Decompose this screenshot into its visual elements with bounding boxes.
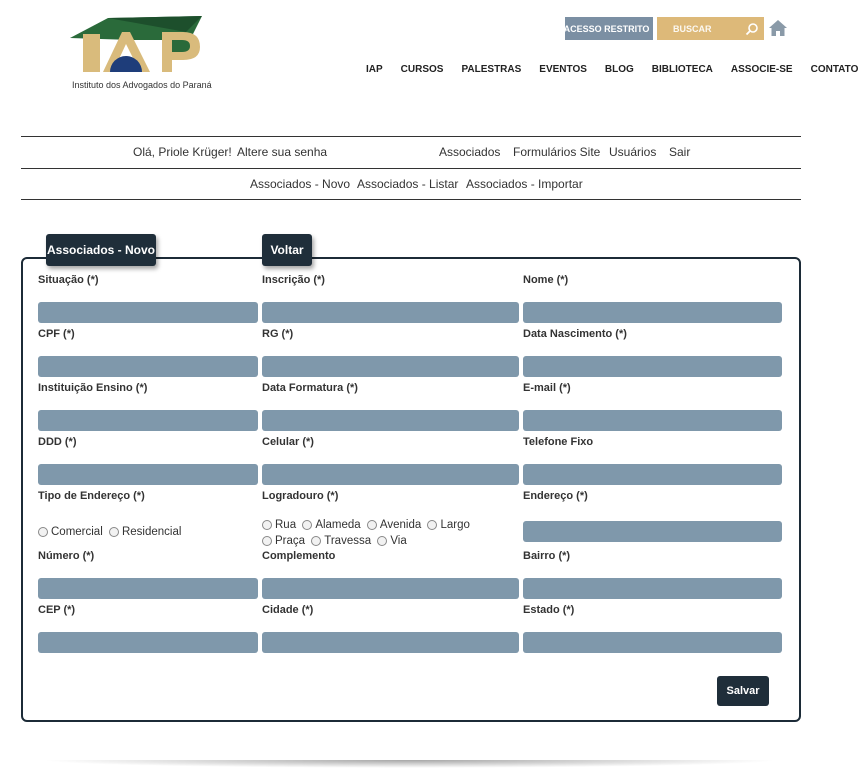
inscricao-input[interactable] <box>262 302 519 323</box>
divider <box>21 199 801 200</box>
radio-circle[interactable] <box>262 520 272 530</box>
cep-input[interactable] <box>38 632 258 653</box>
back-button[interactable]: Voltar <box>262 234 312 266</box>
data-nascimento-label: Data Nascimento (*) <box>523 328 627 340</box>
complemento-input[interactable] <box>262 578 519 599</box>
celular-input[interactable] <box>262 464 519 485</box>
radio-comercial-label: Comercial <box>51 526 103 538</box>
nav-palestras[interactable]: PALESTRAS <box>461 64 522 75</box>
bairro-input[interactable] <box>523 578 782 599</box>
nav-associe-se[interactable]: ASSOCIE-SE <box>730 64 793 75</box>
radio-travessa[interactable] <box>311 534 371 548</box>
radio-avenida[interactable] <box>367 518 421 532</box>
situacao-input[interactable] <box>38 302 258 323</box>
sub-nav <box>21 169 801 199</box>
save-button[interactable]: Salvar <box>717 676 769 706</box>
change-password-link[interactable]: Altere sua senha <box>237 145 328 159</box>
radio-alameda[interactable] <box>302 518 360 532</box>
restricted-access-button[interactable] <box>565 17 653 40</box>
user-bar <box>21 137 801 168</box>
nav-blog[interactable]: BLOG <box>604 64 634 75</box>
celular-label: Celular (*) <box>262 436 314 448</box>
endereco-input[interactable] <box>523 521 782 542</box>
tipo-endereco-radio-group <box>38 525 184 541</box>
radio-circle[interactable] <box>38 527 48 537</box>
radio-circle[interactable] <box>427 520 437 530</box>
data-nascimento-input[interactable] <box>523 356 782 377</box>
ddd-input[interactable] <box>38 464 258 485</box>
data-formatura-input[interactable] <box>262 410 519 431</box>
nav-biblioteca[interactable]: BIBLIOTECA <box>651 64 713 75</box>
radio-largo-label: Largo <box>440 519 470 531</box>
ddd-label: DDD (*) <box>38 436 77 448</box>
search-input[interactable] <box>671 23 745 35</box>
form-title-tab: Associados - Novo <box>46 234 156 266</box>
email-label: E-mail (*) <box>523 382 571 394</box>
formularios-site-link[interactable]: Formulários Site <box>513 145 601 159</box>
telefone-fixo-label: Telefone Fixo <box>523 436 594 448</box>
associados-importar-link[interactable]: Associados - Importar <box>466 177 583 191</box>
radio-travessa-label: Travessa <box>324 535 372 547</box>
radio-circle[interactable] <box>109 527 119 537</box>
radio-residencial-label: Residencial <box>121 526 182 538</box>
instituicao-ensino-input[interactable] <box>38 410 258 431</box>
nome-input[interactable] <box>523 302 782 323</box>
cidade-input[interactable] <box>262 632 519 653</box>
footer-shadow <box>40 760 780 768</box>
radio-circle[interactable] <box>367 520 377 530</box>
user-greeting: Olá, Priole Krüger! <box>133 145 232 159</box>
nav-eventos[interactable]: EVENTOS <box>539 64 587 75</box>
nome-label: Nome (*) <box>523 274 569 286</box>
logradouro-label: Logradouro (*) <box>262 490 339 502</box>
home-icon[interactable] <box>768 19 788 37</box>
nav-iap[interactable]: IAP <box>366 64 383 75</box>
radio-circle[interactable] <box>262 536 272 546</box>
nav-contato[interactable]: CONTATO <box>810 64 858 75</box>
radio-residencial[interactable] <box>109 525 181 539</box>
main-nav <box>366 64 858 75</box>
instituicao-ensino-label: Instituição Ensino (*) <box>38 382 148 394</box>
radio-largo[interactable] <box>427 518 469 532</box>
radio-via[interactable] <box>377 534 406 548</box>
estado-label: Estado (*) <box>523 604 575 616</box>
numero-input[interactable] <box>38 578 258 599</box>
radio-praca-label: Praça <box>275 535 306 547</box>
radio-alameda-label: Alameda <box>315 519 361 531</box>
nav-cursos[interactable]: CURSOS <box>400 64 444 75</box>
telefone-fixo-input[interactable] <box>523 464 782 485</box>
situacao-label: Situação (*) <box>38 274 99 286</box>
logo-caption: Instituto dos Advogados do Paraná <box>72 80 212 90</box>
associados-link[interactable]: Associados <box>439 145 501 159</box>
search-icon[interactable] <box>745 22 759 36</box>
tipo-endereco-label: Tipo de Endereço (*) <box>38 490 145 502</box>
endereco-label: Endereço (*) <box>523 490 588 502</box>
numero-label: Número (*) <box>38 550 95 562</box>
cpf-label: CPF (*) <box>38 328 75 340</box>
rg-input[interactable] <box>262 356 519 377</box>
email-input[interactable] <box>523 410 782 431</box>
radio-avenida-label: Avenida <box>379 519 422 531</box>
associados-novo-link[interactable]: Associados - Novo <box>250 177 351 191</box>
radio-comercial[interactable] <box>38 525 103 539</box>
radio-via-label: Via <box>390 535 407 547</box>
data-formatura-label: Data Formatura (*) <box>262 382 358 394</box>
rg-label: RG (*) <box>262 328 294 340</box>
search-box[interactable] <box>657 17 764 40</box>
complemento-label: Complemento <box>262 550 336 562</box>
radio-rua-label: Rua <box>275 519 297 531</box>
restricted-access-label: ACESSO RESTRITO <box>563 23 650 34</box>
logradouro-radio-group <box>262 518 517 550</box>
radio-circle[interactable] <box>302 520 312 530</box>
estado-input[interactable] <box>523 632 782 653</box>
cep-label: CEP (*) <box>38 604 76 616</box>
cpf-input[interactable] <box>38 356 258 377</box>
inscricao-label: Inscrição (*) <box>262 274 325 286</box>
radio-circle[interactable] <box>377 536 387 546</box>
sair-link[interactable]: Sair <box>669 145 691 159</box>
usuarios-link[interactable]: Usuários <box>609 145 657 159</box>
cidade-label: Cidade (*) <box>262 604 314 616</box>
radio-praca[interactable] <box>262 534 305 548</box>
bairro-label: Bairro (*) <box>523 550 571 562</box>
radio-circle[interactable] <box>311 536 321 546</box>
associados-listar-link[interactable]: Associados - Listar <box>357 177 459 191</box>
radio-rua[interactable] <box>262 518 296 532</box>
